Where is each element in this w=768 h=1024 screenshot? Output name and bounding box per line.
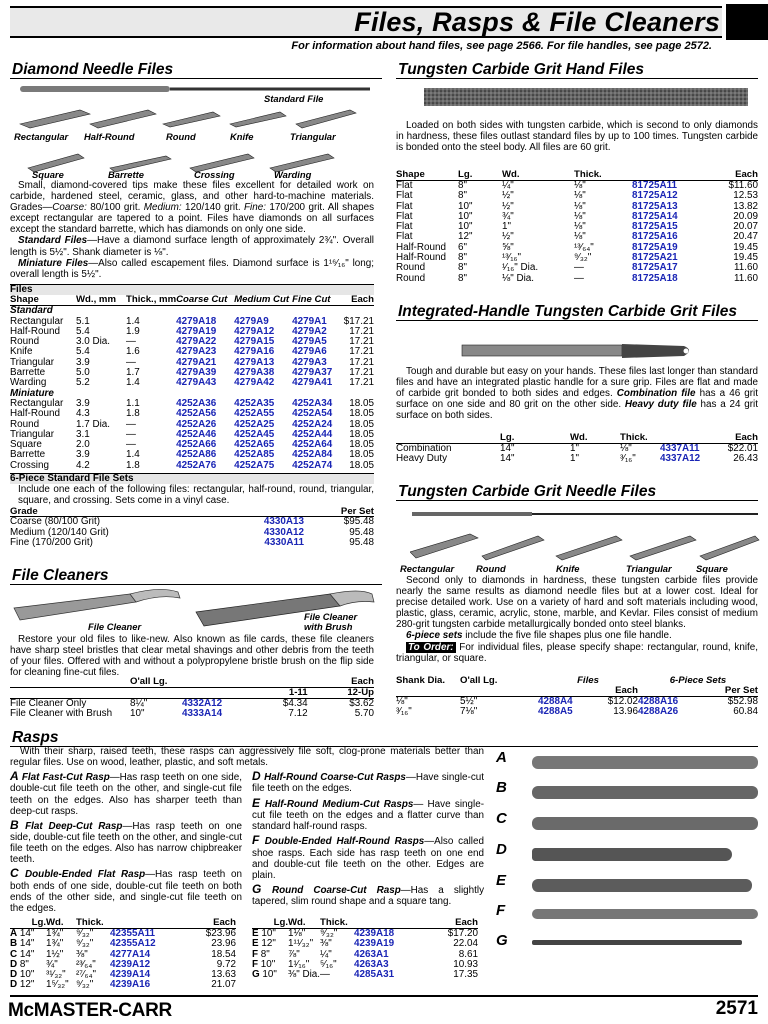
diamond-file-row: Crossing 4.2 1.8 4252A76 4252A75 4252A74 18.05 — [10, 459, 374, 471]
rasps-table-left: Lg. Wd. Thick. Each A 14" 1¾" ⁹⁄₃₂" 42355A11 $23.96 B 14" 1¾" ⁹⁄₃₂" 42355A12 23.96 C 14" 1½" ⅜" 4277A14 18.54 D 8" ¾" ²³⁄₆₄" 4239A12 9.72 D 10" ³¹⁄₃₂" ²⁷⁄₆₄" 4239A14 13.63 D 12" 1⁵⁄₃₂" ⁹⁄₃₂" 4239A16 21.07 — [10, 917, 236, 991]
tch-section-title: Tungsten Carbide Grit Hand Files — [396, 62, 758, 79]
rasp-description: D Half-Round Coarse-Cut Rasps—Have single-cut file teeth on the edges. — [252, 769, 484, 795]
rasp-row: B 14" 1¾" ⁹⁄₃₂" 42355A12 23.96 — [10, 938, 236, 950]
carbide-hand-file-row: Flat 8" ½" ⅛" 81725A12 12.53 — [396, 190, 758, 202]
rasps-intro: With their sharp, raised teeth, these rasps can aggressively file soft, clog-prone materials better than regular files. Use on wood, leather, plastic, and soft metals. — [10, 746, 484, 769]
rasp-letter-e: E — [496, 872, 507, 889]
warding-label: Warding — [274, 169, 312, 180]
tcn-round-label: Round — [476, 563, 506, 574]
carbide-needle-row: ³⁄₁₆" 7⅛" 4288A5 13.96 4288A26 60.84 — [396, 706, 758, 718]
diamond-file-row: Knife 5.4 1.6 4279A23 4279A16 4279A6 17.21 — [10, 346, 374, 358]
page-title: Files, Rasps & File Cleaners — [354, 7, 720, 37]
rectangular-label: Rectangular — [14, 131, 69, 142]
rasp-row: E 12" 1¹¹⁄₃₂" ⅜" 4239A19 22.04 — [252, 938, 478, 950]
diamond-file-row: Triangular 3.1 — 4252A46 4252A45 4252A44 18.05 — [10, 428, 374, 440]
rasp-description: G Round Coarse-Cut Rasp—Has a slightly tapered, slim round shape and a square tang. — [252, 881, 485, 908]
rasp-letter-f: F — [496, 902, 506, 919]
rasp-d-illustration — [532, 848, 732, 861]
tcn-rect-label: Rectangular — [400, 563, 455, 574]
rasp-description: C Double-Ended Flat Rasp—Has rasp teeth on both ends of one side, double-cut file teeth on both ends of the other side, and single-cut file teeth on the edges. — [10, 866, 243, 915]
rasps-section-title: Rasps — [10, 730, 758, 747]
rasp-row: D 8" ¾" ²³⁄₆₄" 4239A12 9.72 — [10, 958, 236, 970]
carbide-hand-file-row: Flat 10" ¾" ⅛" 81725A14 20.09 — [396, 210, 758, 222]
rasp-row: D 12" 1⁵⁄₃₂" ⁹⁄₃₂" 4239A16 21.07 — [10, 979, 236, 991]
barrette-label: Barrette — [108, 169, 144, 180]
file-cleaner-label: File Cleaner — [88, 621, 142, 632]
carbide-hand-file-illustration — [424, 86, 754, 110]
tch-table: Shape Lg. Wd. Thick. Each Flat 8" ¼" ⅛" 81725A11 $11.60 Flat 8" ½" ⅛" 81725A12 12.53 Flat 10" ½" ⅛" 81725A13 13.82 Flat 10" ¾" ⅛" 81725A14 20.09 Flat 10" 1" ⅛" 81725A15 20.07 Flat 12" ½" ⅛" 81725A16 20.47 Half-Round 6" ⅝" ¹³⁄₆₄" 81725A19 19.45 Half-Round 8" ¹³⁄₁₆" ⁹⁄₃₂" 81725A21 19.45 Round 8" ¹⁄₁₆" Dia. — 81725A17 11.60 Round 8" ⅛" Dia. — 81725A18 11.60 — [396, 169, 758, 284]
rasp-letter-d: D — [496, 841, 507, 858]
rasp-row: G 10" ⅜" Dia. — 4285A31 17.35 — [252, 969, 478, 981]
diamond-files-illustration — [18, 80, 378, 180]
diamond-file-row: Rectangular 5.1 1.4 4279A18 4279A9 4279A1 $17.21 — [10, 315, 374, 327]
cleaner-row: File Cleaner with Brush 10" 4333A14 7.12 5.70 — [10, 708, 374, 720]
triangular-label: Triangular — [290, 131, 336, 142]
diamond-file-row: Rectangular 3.9 1.1 4252A36 4252A35 4252A34 18.05 — [10, 397, 374, 409]
carbide-hand-file-row: Flat 8" ¼" ⅛" 81725A11 $11.60 — [396, 179, 758, 191]
carbide-hand-file-row: Flat 10" ½" ⅛" 81725A13 13.82 — [396, 200, 758, 212]
diamond-file-row: Barrette 5.0 1.7 4279A39 4279A38 4279A37 17.21 — [10, 367, 374, 379]
diamond-file-row: Half-Round 5.4 1.9 4279A19 4279A12 4279A2 17.21 — [10, 325, 374, 337]
diamond-description: Small, diamond-covered tips make these files excellent for detailed work on carbide, hardened steel, ceramic, glass, and other hard-to-machine materials. Grades—Coarse: 80/100 grit. Medium: 120/140 grit. Fine: 170/200 grit. All shapes except rectangular are tapered to a point. Files have diamonds on all surfaces except the standard barrette, which has diamonds on only one side. Standard Files—Have a diamond surface length of approximately 2¾". Overall length is 5½". Shank diameter is ⅛". Miniature Files—Also called escapement files. Diamond surface is 1¹⁶⁄₁₆" long; overall length is 5½". — [10, 180, 375, 280]
integrated-file-row: Combination 14" 1" ⅛" 4337A11 $22.01 — [396, 442, 758, 454]
mcmaster-carr-logo: McMASTER-CARR — [8, 1000, 172, 1021]
crossing-label: Crossing — [194, 169, 235, 180]
diamond-files-table: Files Shape Wd., mm Thick., mm Coarse Cut Medium Cut Fine Cut Each Standard Rectangular 5.1 1.4 4279A18 4279A9 4279A1 $17.21 Half-Round 5.4 1.9 4279A19 4279A12 4279A2 17.21 Round 3.0 Dia. — 4279A22 4279A15 4279A5 17.21 Knife 5.4 1.6 4279A23 4279A16 4279A6 17.21 Triangular 3.9 — 4279A21 4279A13 4279A3 17.21 Barrette 5.0 1.7 4279A39 4279A38 4279A37 17.21 Warding 5.2 1.4 4279A43 4279A42 4279A41 17.21 Miniature Rectangular 3.9 1.1 4252A36 4252A35 4252A34 18.05 Half-Round 4.3 1.8 4252A56 4252A55 4252A54 18.05 Round 1.7 Dia. — 4252A26 4252A25 4252A24 18.05 Triangular 3.1 — 4252A46 4252A45 4252A44 18.05 Square 2.0 — 4252A66 4252A65 4252A64 18.05 Barrette 3.9 1.4 4252A86 4252A85 4252A84 18.05 Crossing 4.2 1.8 4252A76 4252A75 4252A74 18.05 6-Piece Standard File Sets Include one each of the following files: rectangular, half-round, round, triangular, square, and crossing. Sets come in a vinyl case. Grade Per Set Coarse (80/100 Grit) 4330A13 $95.48 Medium (120/140 Grit) 4330A12 95.48 Fine (170/200 Grit) 4330A11 95.48 — [10, 284, 374, 549]
rasps-table-right: Lg. Wd. Thick. Each E 10" 1⅛" ⁹⁄₃₂" 4239A18 $17.20 E 12" 1¹¹⁄₃₂" ⅜" 4239A19 22.04 F 8" ⅞" ¼" 4263A1 8.61 F 10" 1¹⁄₁₆" ⁵⁄₁₆" 4263A3 10.93 G 10" ⅜" Dia. — 4285A31 17.35 — [252, 917, 478, 981]
carbide-hand-file-row: Half-Round 6" ⅝" ¹³⁄₆₄" 81725A19 19.45 — [396, 241, 758, 253]
carbide-needle-files-illustration — [410, 504, 760, 564]
footer-rule — [10, 995, 758, 997]
diamond-file-row: Round 3.0 Dia. — 4279A22 4279A15 4279A5 17.21 — [10, 336, 374, 348]
round-label: Round — [166, 131, 196, 142]
integrated-file-row: Heavy Duty 14" 1" ³⁄₁₆" 4337A12 26.43 — [396, 453, 758, 465]
carbide-hand-file-row: Flat 10" 1" ⅛" 81725A15 20.07 — [396, 221, 758, 233]
diamond-file-row: Warding 5.2 1.4 4279A43 4279A42 4279A41 17.21 — [10, 377, 374, 389]
rasp-row: E 10" 1⅛" ⁹⁄₃₂" 4239A18 $17.20 — [252, 927, 478, 939]
rasp-g-illustration — [532, 940, 742, 945]
rasp-row: F 10" 1¹⁄₁₆" ⁵⁄₁₆" 4263A3 10.93 — [252, 958, 478, 970]
cleaners-section-title: File Cleaners — [10, 568, 382, 585]
diamond-file-row: Half-Round 4.3 1.8 4252A56 4252A55 4252A54 18.05 — [10, 408, 374, 420]
diamond-section-title: Diamond Needle Files — [10, 62, 382, 79]
tcn-description: Second only to diamonds in hardness, these tungsten carbide files provide nearly the same results as diamond needle files but at a lower cost. Ideal for precise detailed work. Use on a variety of hard and soft materials including wood, plastic, glass, ceramic, acrylic, stone, marble, and Kevlar. Files consist of medium 280-grit tungsten carbide metallurgically bonded onto steel blanks. 6-piece sets include the five file shapes plus one file handle. To Order: For individual files, please specify shape: rectangular, round, knife, triangular, or square. — [396, 575, 758, 664]
tcn-square-label: Square — [696, 563, 728, 574]
tcn-knife-label: Knife — [556, 563, 580, 574]
rasp-description: E Half-Round Medium-Cut Rasps— Have single-cut file teeth on the edges and a flatter curve than standard half-round rasps. — [252, 795, 484, 833]
diamond-file-row: Round 1.7 Dia. — 4252A26 4252A25 4252A24 18.05 — [10, 418, 374, 430]
rasp-row: F 8" ⅞" ¼" 4263A1 8.61 — [252, 948, 478, 960]
integrated-description: Tough and durable but easy on your hands. These files last longer than standard files and have an integrated plastic handle for a sure grip. Files are flat and made of carbide grit bonded to both sides and edges. Combination file has a 46 grit surface on one side and 80 grit on the other side. Heavy duty file has a 24 grit surface on both sides. — [396, 366, 758, 422]
file-set-row: Fine (170/200 Grit) 4330A11 95.48 — [10, 537, 374, 549]
file-set-row: Medium (120/140 Grit) 4330A12 95.48 — [10, 526, 374, 538]
rasp-description: A Flat Fast-Cut Rasp—Has rasp teeth on one side, double-cut file teeth on the other, and single-cut file teeth on the edges. Also has sharper teeth than deep-cut rasps. — [10, 769, 242, 817]
tcn-section-title: Tungsten Carbide Grit Needle Files — [396, 484, 758, 501]
carbide-needle-row: ⅛" 5½" 4288A4 $12.02 4288A16 $52.98 — [396, 695, 758, 707]
to-order-tag: To Order: — [408, 641, 454, 653]
tcn-table: Shank Dia. O'all Lg. Files 6-Piece Sets Each Per Set ⅛" 5½" 4288A4 $12.02 4288A16 $52.98 ³⁄₁₆" 7⅛" 4288A5 13.96 4288A26 60.84 — [396, 675, 758, 718]
rasp-letter-c: C — [496, 810, 507, 827]
rasps-right-descriptions — [252, 770, 484, 909]
rasp-row: D 10" ³¹⁄₃₂" ²⁷⁄₆₄" 4239A14 13.63 — [10, 969, 236, 981]
rasp-f-illustration — [532, 909, 758, 919]
tch-description: Loaded on both sides with tungsten carbide, which is second to only diamonds in hardness, these files outlast standard files by up to 100 times. Tungsten carbide is bonded onto the steel body. All files are 60 grit. — [396, 120, 758, 154]
rasp-c-illustration — [532, 817, 758, 830]
rasp-row: C 14" 1½" ⅜" 4277A14 18.54 — [10, 948, 236, 960]
rasp-letter-a: A — [496, 749, 507, 766]
rasp-letter-g: G — [496, 932, 508, 949]
page-subtitle: For information about hand files, see page 2566. For file handles, see page 2572. — [291, 40, 712, 52]
carbide-hand-file-row: Round 8" ⅛" Dia. — 81725A18 11.60 — [396, 272, 758, 284]
rasp-letter-b: B — [496, 779, 507, 796]
standard-file-label: Standard File — [264, 93, 324, 104]
rasps-left-descriptions — [10, 770, 242, 916]
diamond-file-row: Barrette 3.9 1.4 4252A86 4252A85 4252A84 18.05 — [10, 449, 374, 461]
cleaners-table: O'all Lg. Each 1-11 12-Up File Cleaner Only 8¼" 4332A12 $4.34 $3.62 File Cleaner with Brush 10" 4333A14 7.12 5.70 — [10, 676, 374, 720]
rasp-b-illustration — [532, 786, 758, 799]
cleaners-description: Restore your old files to like-new. Also known as file cards, these file cleaners have sharp steel bristles that clear metal shavings and other debris from the teeth of your files. Offered with and without a polypropylene bristle brush on the flip side for cleaning fine-cut files. — [10, 634, 374, 679]
rasp-description: B Flat Deep-Cut Rasp—Has rasp teeth on one side, double-cut file teeth on the other, and single-cut file teeth on the edges. Also has narrow chipbreaker teeth. — [10, 817, 242, 866]
rasp-row: A 14" 1¾" ⁹⁄₃₂" 42355A11 $23.96 — [10, 927, 236, 939]
square-label: Square — [32, 169, 64, 180]
rasp-description: F Double-Ended Half-Round Rasps—Also called shoe rasps. Each side has rasp teeth on one end and double-cut file teeth on the other. Edges are plain. — [252, 833, 484, 881]
file-set-row: Coarse (80/100 Grit) 4330A13 $95.48 — [10, 516, 374, 528]
file-cleaner-brush-label: File Cleaner with Brush — [304, 611, 358, 633]
cleaner-row: File Cleaner Only 8¼" 4332A12 $4.34 $3.62 — [10, 697, 374, 709]
diamond-file-row: Triangular 3.9 — 4279A21 4279A13 4279A3 17.21 — [10, 356, 374, 368]
carbide-hand-file-row: Half-Round 8" ¹³⁄₁₆" ⁹⁄₃₂" 81725A21 19.45 — [396, 252, 758, 264]
tcn-triangular-label: Triangular — [626, 563, 672, 574]
integrated-file-illustration — [460, 340, 700, 362]
rasp-e-illustration — [532, 879, 752, 892]
integrated-table: Lg. Wd. Thick. Each Combination 14" 1" ⅛" 4337A11 $22.01 Heavy Duty 14" 1" ³⁄₁₆" 4337A12 26.43 — [396, 432, 758, 465]
integrated-section-title: Integrated-Handle Tungsten Carbide Grit Files — [396, 304, 758, 321]
diamond-file-row: Square 2.0 — 4252A66 4252A65 4252A64 18.05 — [10, 439, 374, 451]
carbide-hand-file-row: Flat 12" ½" ⅛" 81725A16 20.47 — [396, 231, 758, 243]
half-round-label: Half-Round — [84, 131, 135, 142]
page-number: 2571 — [715, 998, 758, 1019]
rasp-a-illustration — [532, 756, 758, 769]
header-tab-block — [726, 4, 768, 40]
carbide-hand-file-row: Round 8" ¹⁄₁₆" Dia. — 81725A17 11.60 — [396, 262, 758, 274]
knife-label: Knife — [230, 131, 254, 142]
